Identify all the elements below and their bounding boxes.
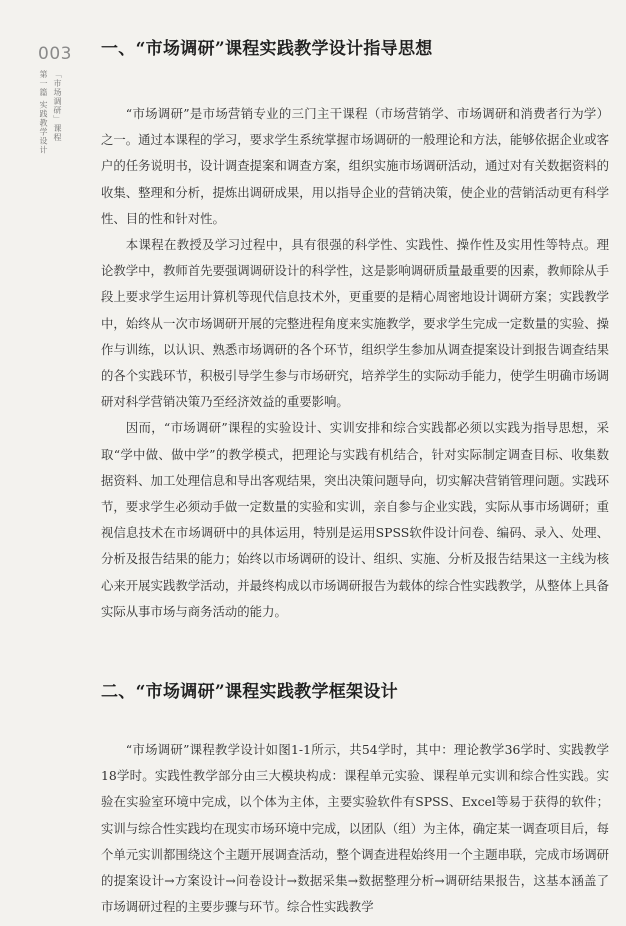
running-header xyxy=(38,44,84,155)
paragraph: “市场调研”是市场营销专业的三门主干课程（市场营销学、市场调研和消费者行为学）之一。通过本课程的学习，要求学生系统掌握市场调研的一般理论和方法，能够依据企业或客户的任务说明书，设计调查提案和调查方案，组织实施市场调研活动，通过对有关数据资料的收集、整理和分析，提炼出调研成果，用以指导企业的营销决策，使企业的营销活动更有科学性、目的性和针对性。 xyxy=(101,106,610,226)
running-header-columns xyxy=(38,70,84,155)
paragraph: 因而，“市场调研”课程的实验设计、实训安排和综合实践都必须以实践为指导思想，采取“学中做、做中学”的教学模式，把理论与实践有机结合，针对实际制定调查目标、收集数据资料、加工处理信息和导出客观结果，突出决策问题导向，切实解决营销管理问题。实践环节，要求学生必须动手做一定数量的实验和实训，亲自参与企业实践，实际从事市场调研；重视信息技术在市场调研中的具体运用，特别是运用SPSS软件设计问卷、编码、录入、处理、分析及报告结果的能力；始终以市场调研的设计、组织、实施、分析及报告结果这一主线为核心来开展实践教学活动，并最终构成以市场调研报告为载体的综合性实践教学，从整体上具备实际从事市场与商务活动的能力。 xyxy=(101,420,610,619)
paragraph: “市场调研”课程教学设计如图1-1所示，共54学时，其中：理论教学36学时、实践教学18学时。实践性教学部分由三大模块构成：课程单元实验、课程单元实训和综合性实践。实验在实验室环境中完成，以个体为主体，主要实验软件有SPSS、Excel等易于获得的软件；实训与综合性实践均在现实市场环境中完成，以团队（组）为主体，确定某一调查项目后，每个单元实训都围绕这个主题开展调查活动，整个调查进程始终用一个主题串联，完成市场调研的提案设计→方案设计→问卷设计→数据采集→数据整理分析→调研结果报告，这基本涵盖了市场调研过程的主要步骤与环节。综合性实践教学 xyxy=(101,742,610,915)
page-number: 003 xyxy=(38,44,72,64)
section-body-2 xyxy=(101,737,609,920)
part-title: 第一篇 实践教学设计 xyxy=(39,70,48,155)
section-heading-1: 一、“市场调研”课程实践教学设计指导思想 xyxy=(101,39,433,59)
course-title: 「市场调研」课程 xyxy=(53,70,62,142)
section-heading-2: 二、“市场调研”课程实践教学框架设计 xyxy=(101,682,398,702)
paragraph: 本课程在教授及学习过程中，具有很强的科学性、实践性、操作性及实用性等特点。理论教学中，教师首先要强调调研设计的科学性，这是影响调研质量最重要的因素，教师除从手段上要求学生运用计算机等现代信息技术外，更重要的是精心周密地设计调研方案；实践教学中，始终从一次市场调研开展的完整进程角度来实施教学，要求学生完成一定数量的实验、操作与训练，以认识、熟悉市场调研的各个环节，组织学生参加从调查提案设计到报告调查结果的各个实践环节，积极引导学生参与市场研究，培养学生的实际动手能力，使学生明确市场调研对科学营销决策乃至经济效益的重要影响。 xyxy=(101,237,610,410)
section-body-1 xyxy=(101,101,609,625)
